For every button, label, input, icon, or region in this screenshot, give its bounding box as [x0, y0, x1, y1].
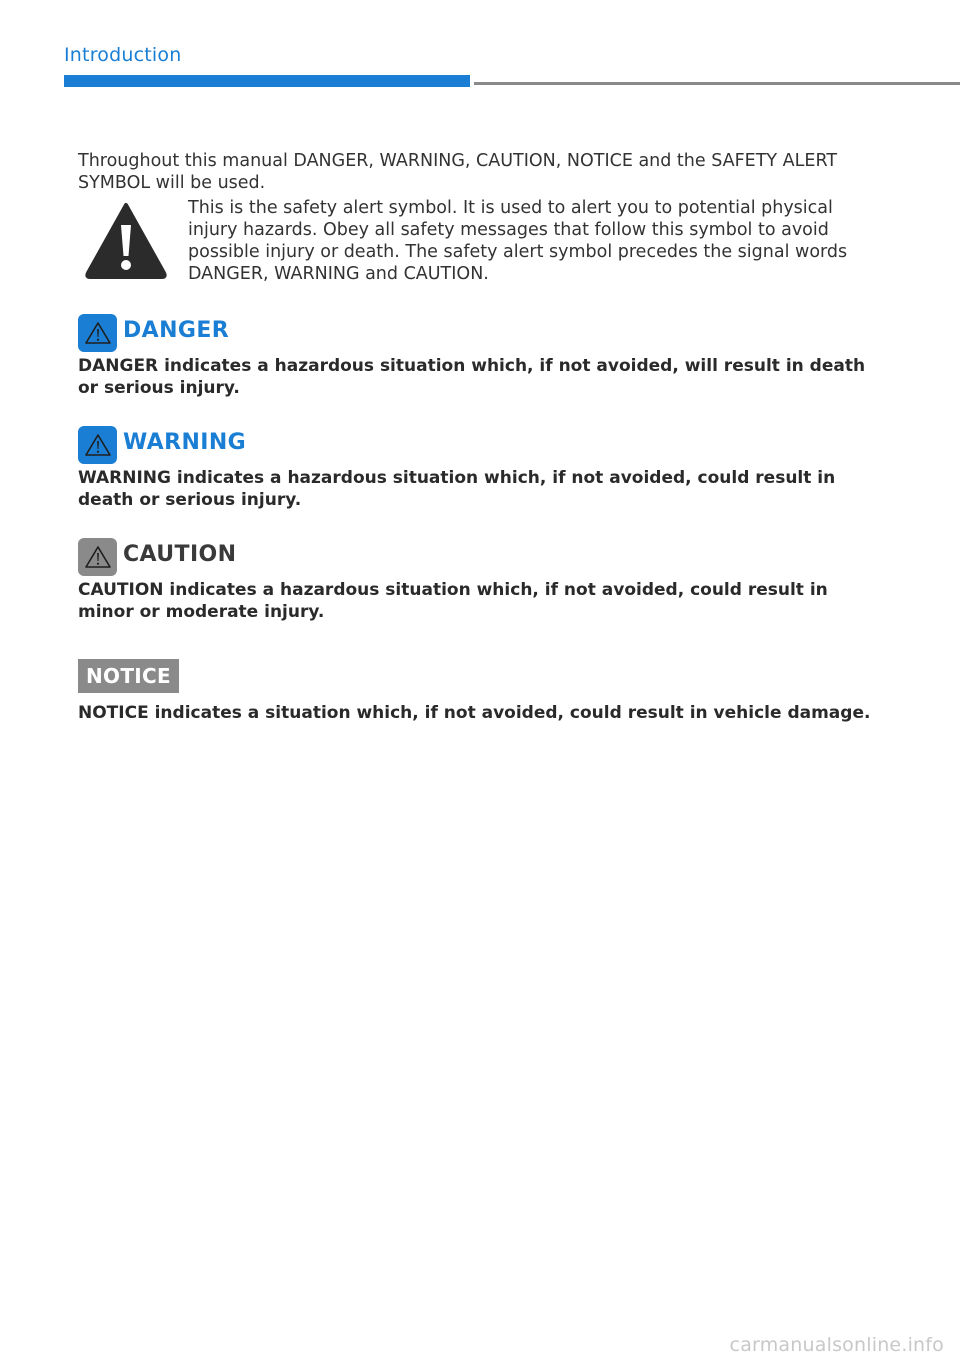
warning-triangle-icon	[84, 433, 112, 457]
warning-triangle-icon	[84, 545, 112, 569]
watermark: carmanualsonline.info	[729, 1334, 944, 1356]
section-title: Introduction	[64, 44, 182, 66]
header-accent-rule	[64, 75, 470, 87]
caution-description: CAUTION indicates a hazardous situation which, if not avoided, could result in minor or moderate injury.	[78, 580, 828, 622]
warning-badge	[78, 426, 117, 464]
warning-description: WARNING indicates a hazardous situation which, if not avoided, could result in death or serious injury.	[78, 468, 836, 510]
danger-section	[78, 314, 878, 399]
danger-badge	[78, 314, 117, 352]
warning-signal-word: WARNING	[123, 430, 247, 455]
intro-paragraph: Throughout this manual DANGER, WARNING, CAUTION, NOTICE and the SAFETY ALERT SYMBOL will be used.	[78, 151, 838, 193]
caution-badge	[78, 538, 117, 576]
caution-section	[78, 538, 878, 623]
notice-label: NOTICE	[78, 659, 179, 693]
safety-alert-description: This is the safety alert symbol. It is used to alert you to potential physical injury hazards. Obey all safety messages that follow this symbol to avoid possible injury or death. The safety alert symbol precedes the signal words DANGER, WARNING and CAUTION.	[188, 198, 848, 284]
warning-triangle-icon	[84, 201, 168, 279]
warning-section	[78, 426, 878, 511]
caution-signal-word: CAUTION	[123, 542, 237, 567]
danger-description: DANGER indicates a hazardous situation which, if not avoided, will result in death or serious injury.	[78, 356, 866, 398]
danger-signal-word: DANGER	[123, 318, 230, 343]
warning-triangle-icon	[84, 321, 112, 345]
notice-description: NOTICE indicates a situation which, if not avoided, could result in vehicle damage.	[78, 703, 871, 723]
header-divider-rule	[474, 82, 960, 85]
safety-alert-block	[84, 197, 874, 293]
